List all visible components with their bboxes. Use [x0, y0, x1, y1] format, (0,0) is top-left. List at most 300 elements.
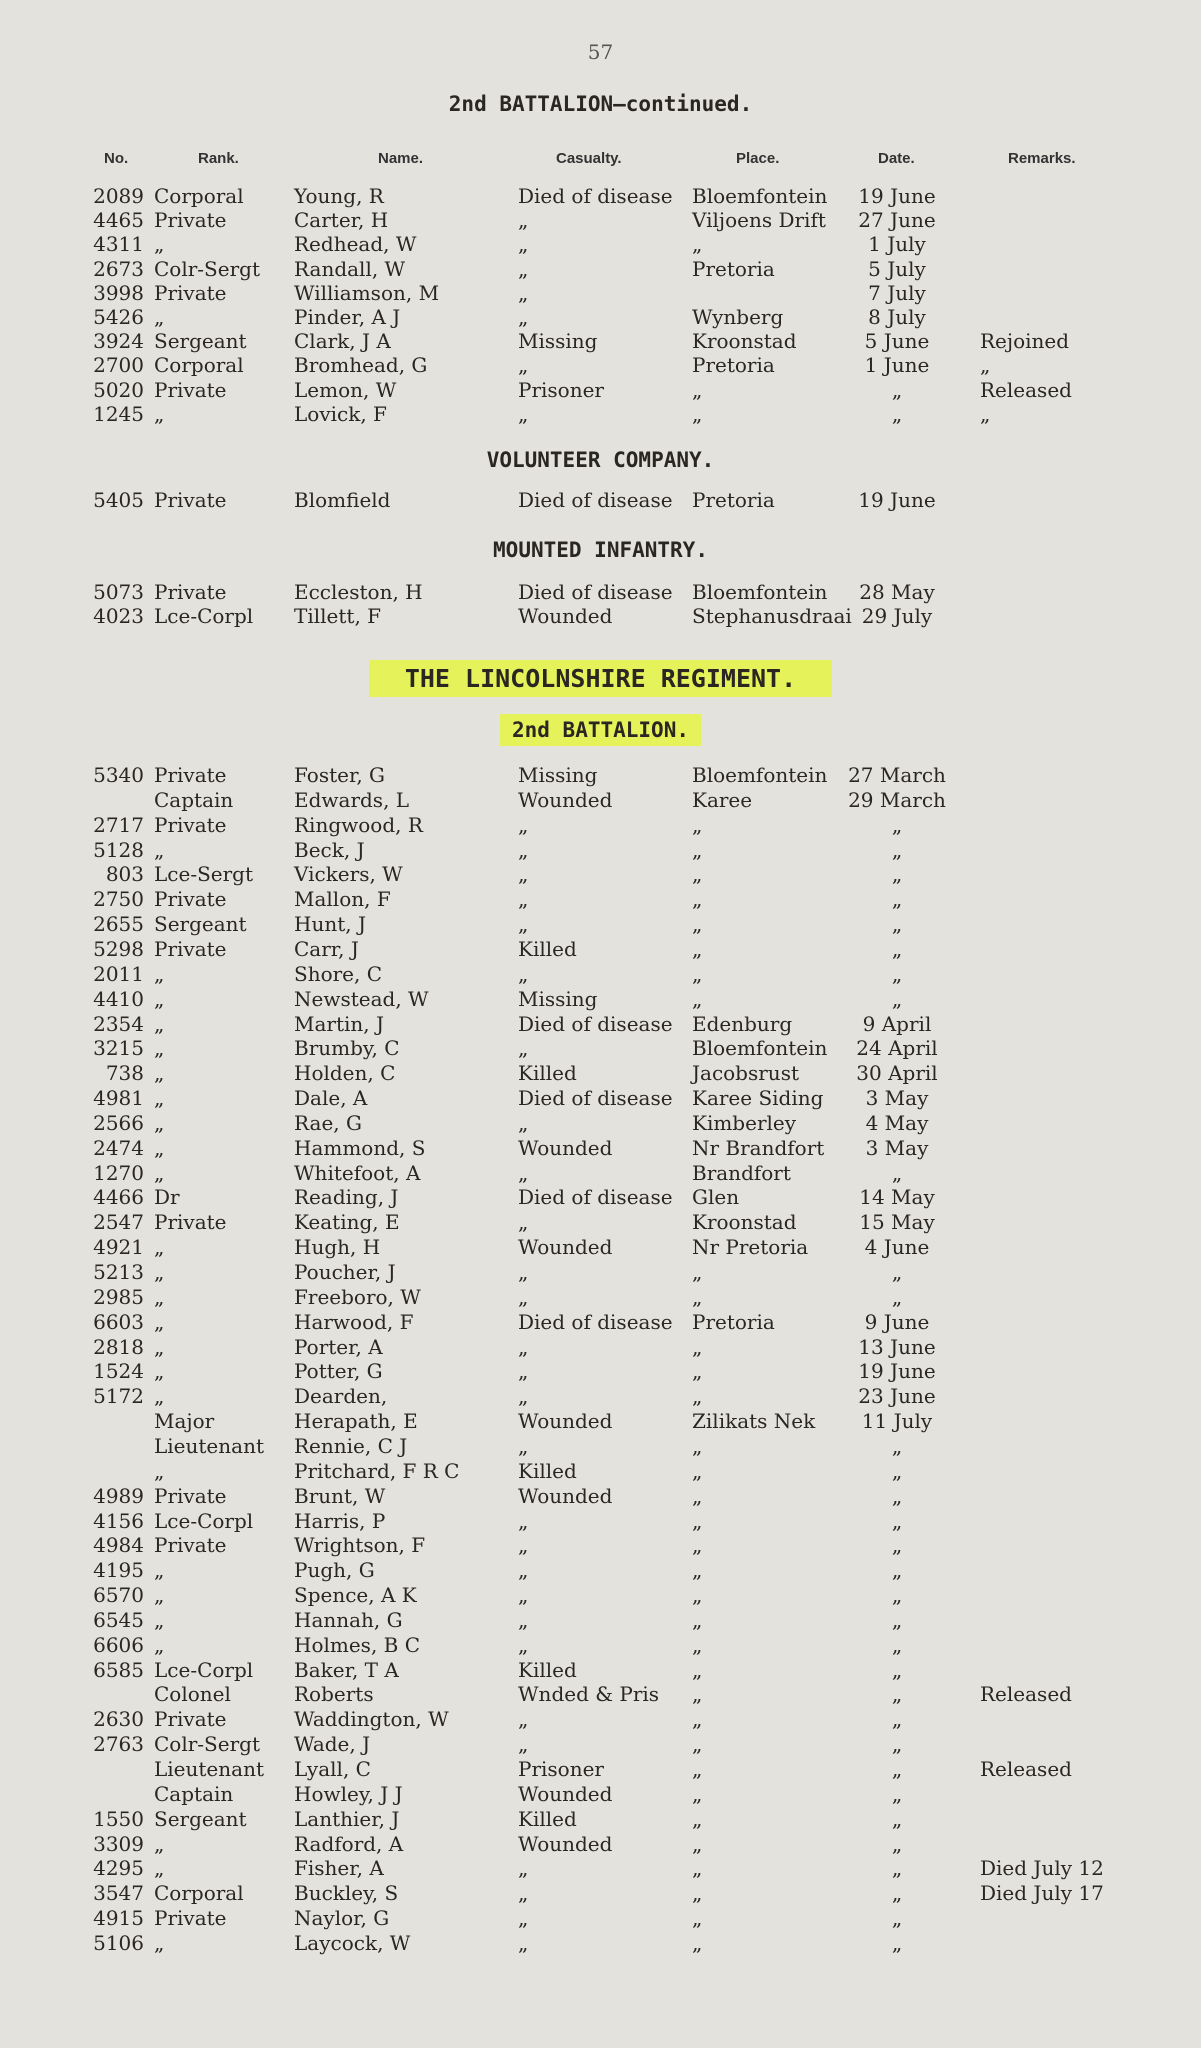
- date-cell: 28 May: [859, 580, 935, 604]
- rank-cell: „: [154, 401, 165, 426]
- casualty-cell: „: [518, 1036, 529, 1061]
- date-cell: „: [891, 1657, 903, 1682]
- rank-cell: Captain: [154, 1781, 234, 1806]
- service-number-cell: 2547: [93, 1210, 144, 1235]
- date-cell: „: [891, 1906, 903, 1931]
- service-number-cell: 5172: [93, 1384, 144, 1409]
- volunteer-company-heading: VOLUNTEER COMPANY.: [486, 448, 715, 472]
- name-cell: Harwood, F: [294, 1309, 414, 1334]
- place-cell: „: [692, 862, 703, 887]
- rank-cell: Private: [154, 1210, 227, 1235]
- service-number-cell: 4466: [93, 1185, 144, 1210]
- casualty-cell: „: [518, 1533, 529, 1558]
- service-number-cell: 3998: [93, 280, 144, 305]
- rank-cell: „: [154, 1558, 165, 1583]
- date-cell: „: [891, 912, 903, 937]
- date-cell: „: [891, 1632, 903, 1657]
- place-cell: Edenburg: [692, 1011, 793, 1036]
- remarks-cell: Released: [980, 1682, 1072, 1707]
- service-number-cell: 4295: [93, 1856, 144, 1881]
- rank-cell: Dr: [154, 1185, 180, 1210]
- table-row: [0, 1782, 1201, 1806]
- service-number-cell: 2717: [93, 812, 144, 837]
- date-cell: „: [891, 1533, 903, 1558]
- service-number-cell: 4984: [93, 1533, 144, 1558]
- rank-cell: „: [154, 1260, 165, 1284]
- service-number-cell: 2818: [93, 1334, 144, 1359]
- casualty-cell: „: [518, 1558, 529, 1583]
- service-number-cell: 5128: [93, 837, 144, 862]
- table-row: [0, 813, 1201, 837]
- name-cell: Rennie, C J: [294, 1433, 408, 1458]
- name-cell: Dearden,: [294, 1384, 388, 1409]
- place-cell: Zilikats Nek: [692, 1409, 816, 1434]
- casualty-cell: „: [518, 208, 529, 233]
- service-number-cell: 6606: [93, 1632, 144, 1657]
- place-cell: Stephanusdraai: [692, 604, 852, 628]
- service-number-cell: 738: [105, 1061, 144, 1086]
- table-row: [0, 1161, 1201, 1185]
- rank-cell: „: [154, 1160, 165, 1185]
- rank-cell: Major: [154, 1409, 215, 1434]
- table-row: [0, 1583, 1201, 1607]
- name-cell: Williamson, M: [294, 280, 440, 305]
- name-cell: Brumby, C: [294, 1036, 400, 1061]
- name-cell: Baker, T A: [294, 1657, 399, 1682]
- date-cell: 29 March: [848, 787, 946, 812]
- table-row: [0, 580, 1201, 604]
- date-cell: „: [891, 812, 903, 837]
- casualty-cell: „: [518, 1433, 529, 1458]
- table-row: [0, 1136, 1201, 1160]
- casualty-cell: Wounded: [518, 787, 613, 812]
- table-row: [0, 1285, 1201, 1309]
- rank-cell: Private: [154, 1906, 227, 1931]
- name-cell: Vickers, W: [294, 862, 403, 887]
- column-header-casualty: Casualty.: [556, 150, 622, 167]
- rank-cell: „: [154, 232, 165, 257]
- place-cell: „: [692, 912, 703, 937]
- rank-cell: Private: [154, 763, 227, 787]
- table-row: [0, 281, 1201, 305]
- service-number-cell: 4410: [93, 986, 144, 1011]
- rank-cell: „: [154, 837, 165, 862]
- date-cell: 7 July: [868, 280, 926, 305]
- casualty-cell: Killed: [518, 1061, 577, 1086]
- place-cell: „: [692, 1533, 703, 1558]
- name-cell: Holden, C: [294, 1061, 396, 1086]
- casualty-cell: Killed: [518, 936, 577, 961]
- service-number-cell: 1550: [93, 1806, 144, 1831]
- table-row: [0, 1484, 1201, 1508]
- casualty-cell: Wounded: [518, 1235, 613, 1260]
- table-row: [0, 862, 1201, 886]
- place-cell: „: [692, 1359, 703, 1384]
- date-cell: „: [891, 1781, 903, 1806]
- casualty-cell: Wounded: [518, 1409, 613, 1434]
- date-cell: „: [891, 1558, 903, 1583]
- regiment-heading: THE LINCOLNSHIRE REGIMENT.: [369, 660, 832, 697]
- table-row: [0, 887, 1201, 911]
- table-row: [0, 488, 1201, 512]
- battalion-heading-wrap: [0, 718, 1201, 742]
- rank-cell: Private: [154, 1533, 227, 1558]
- table-row: [0, 1459, 1201, 1483]
- date-cell: „: [891, 1260, 903, 1284]
- column-header-place: Place.: [736, 150, 780, 167]
- date-cell: 24 April: [856, 1036, 938, 1061]
- place-cell: „: [692, 1483, 703, 1508]
- table-row: [0, 1210, 1201, 1234]
- casualty-cell: Died of disease: [518, 1011, 673, 1036]
- date-cell: „: [891, 1881, 903, 1906]
- place-cell: „: [692, 1458, 703, 1483]
- place-cell: „: [692, 1930, 703, 1955]
- casualty-cell: „: [518, 1210, 529, 1235]
- rank-cell: Private: [154, 1483, 227, 1508]
- date-cell: „: [891, 1757, 903, 1781]
- table-row: [0, 912, 1201, 936]
- rank-cell: Private: [154, 580, 227, 604]
- name-cell: Laycock, W: [294, 1930, 411, 1955]
- casualty-cell: Died of disease: [518, 1185, 673, 1210]
- casualty-cell: Prisoner: [518, 1757, 604, 1781]
- service-number-cell: 3924: [93, 329, 144, 354]
- casualty-cell: „: [518, 1732, 529, 1757]
- date-cell: 19 June: [858, 1359, 936, 1384]
- casualty-cell: „: [518, 1632, 529, 1657]
- casualty-cell: „: [518, 353, 529, 378]
- battalion-heading: 2nd BATTALION.: [500, 714, 701, 746]
- date-cell: „: [891, 1856, 903, 1881]
- rank-cell: „: [154, 1110, 165, 1135]
- name-cell: Holmes, B C: [294, 1632, 421, 1657]
- casualty-cell: „: [518, 1707, 529, 1732]
- place-cell: Kroonstad: [692, 1210, 797, 1235]
- casualty-cell: Wnded & Pris: [518, 1682, 660, 1707]
- place-cell: „: [692, 1856, 703, 1881]
- place-cell: „: [692, 377, 703, 402]
- service-number-cell: 2011: [93, 961, 144, 986]
- place-cell: Wynberg: [692, 305, 784, 329]
- rank-cell: „: [154, 986, 165, 1011]
- rank-cell: „: [154, 1086, 165, 1111]
- table-row: [0, 838, 1201, 862]
- rank-cell: Corporal: [154, 1881, 244, 1906]
- place-cell: „: [692, 1831, 703, 1856]
- name-cell: Hugh, H: [294, 1235, 381, 1260]
- name-cell: Harris, P: [294, 1508, 386, 1533]
- date-cell: „: [891, 862, 903, 887]
- name-cell: Foster, G: [294, 763, 386, 787]
- date-cell: „: [891, 986, 903, 1011]
- casualty-cell: „: [518, 887, 529, 912]
- name-cell: Roberts: [294, 1682, 374, 1707]
- place-cell: „: [692, 1732, 703, 1757]
- service-number-cell: 1524: [93, 1359, 144, 1384]
- date-cell: „: [891, 377, 903, 402]
- date-cell: „: [891, 1583, 903, 1608]
- place-cell: „: [692, 1632, 703, 1657]
- casualty-cell: „: [518, 1881, 529, 1906]
- service-number-cell: 1245: [93, 401, 144, 426]
- service-number-cell: 4311: [93, 232, 144, 257]
- date-cell: 3 May: [865, 1086, 929, 1111]
- service-number-cell: 2089: [93, 184, 144, 208]
- place-cell: „: [692, 232, 703, 257]
- date-cell: „: [891, 1160, 903, 1185]
- casualty-cell: Killed: [518, 1806, 577, 1831]
- service-number-cell: 2700: [93, 353, 144, 378]
- table-row: [0, 1633, 1201, 1657]
- name-cell: Pinder, A J: [294, 305, 401, 329]
- name-cell: Wade, J: [294, 1732, 371, 1757]
- service-number-cell: 4915: [93, 1906, 144, 1931]
- rank-cell: Sergeant: [154, 912, 247, 937]
- name-cell: Freeboro, W: [294, 1284, 421, 1309]
- date-cell: „: [891, 1930, 903, 1955]
- casualty-cell: „: [518, 1160, 529, 1185]
- name-cell: Shore, C: [294, 961, 383, 986]
- place-cell: „: [692, 1707, 703, 1732]
- table-row: [0, 329, 1201, 353]
- remarks-cell: „: [980, 401, 991, 426]
- date-cell: 14 May: [859, 1185, 935, 1210]
- rank-cell: „: [154, 1309, 165, 1334]
- rank-cell: „: [154, 961, 165, 986]
- service-number-cell: 6545: [93, 1607, 144, 1632]
- casualty-cell: „: [518, 305, 529, 329]
- casualty-cell: „: [518, 1508, 529, 1533]
- casualty-cell: „: [518, 1284, 529, 1309]
- name-cell: Edwards, L: [294, 787, 410, 812]
- name-cell: Potter, G: [294, 1359, 383, 1384]
- table-row: [0, 184, 1201, 208]
- service-number-cell: 4465: [93, 208, 144, 233]
- service-number-cell: 5298: [93, 936, 144, 961]
- service-number-cell: 2673: [93, 256, 144, 281]
- name-cell: Herapath, E: [294, 1409, 418, 1434]
- date-cell: „: [891, 1433, 903, 1458]
- rank-cell: „: [154, 1856, 165, 1881]
- place-cell: Bloemfontein: [692, 184, 828, 208]
- service-number-cell: 5340: [93, 763, 144, 787]
- place-cell: Pretoria: [692, 488, 775, 512]
- date-cell: 27 June: [858, 208, 936, 233]
- rank-cell: Colr-Sergt: [154, 1732, 260, 1757]
- table-row: [0, 1832, 1201, 1856]
- date-cell: 8 July: [868, 305, 926, 329]
- table-row: [0, 1509, 1201, 1533]
- rank-cell: „: [154, 1458, 165, 1483]
- service-number-cell: 2474: [93, 1135, 144, 1160]
- name-cell: Pugh, G: [294, 1558, 375, 1583]
- service-number-cell: 2566: [93, 1110, 144, 1135]
- name-cell: Lemon, W: [294, 377, 397, 402]
- service-number-cell: 4921: [93, 1235, 144, 1260]
- rank-cell: Lce-Sergt: [154, 862, 254, 887]
- name-cell: Brunt, W: [294, 1483, 386, 1508]
- rank-cell: „: [154, 1384, 165, 1409]
- place-cell: „: [692, 1906, 703, 1931]
- name-cell: Carter, H: [294, 208, 389, 233]
- date-cell: 9 April: [862, 1011, 932, 1036]
- place-cell: Karee: [692, 787, 753, 812]
- date-cell: „: [891, 961, 903, 986]
- date-cell: 30 April: [856, 1061, 938, 1086]
- service-number-cell: 5073: [93, 580, 144, 604]
- service-number-cell: 2763: [93, 1732, 144, 1757]
- place-cell: „: [692, 887, 703, 912]
- column-header-remarks: Remarks.: [1008, 150, 1076, 167]
- casualty-cell: „: [518, 1384, 529, 1409]
- place-cell: Nr Brandfort: [692, 1135, 825, 1160]
- casualty-cell: „: [518, 1260, 529, 1284]
- place-cell: Nr Pretoria: [692, 1235, 809, 1260]
- date-cell: 13 June: [858, 1334, 936, 1359]
- table-row: [0, 1260, 1201, 1284]
- name-cell: Randall, W: [294, 256, 406, 281]
- mounted-infantry-heading: MOUNTED INFANTRY.: [493, 538, 708, 562]
- date-cell: „: [891, 1483, 903, 1508]
- date-cell: 15 May: [859, 1210, 935, 1235]
- name-cell: Pritchard, F R C: [294, 1458, 460, 1483]
- casualty-cell: „: [518, 837, 529, 862]
- rank-cell: Lce-Corpl: [154, 604, 254, 628]
- table-row: [0, 1012, 1201, 1036]
- place-cell: „: [692, 1781, 703, 1806]
- rank-cell: Private: [154, 280, 227, 305]
- remarks-cell: Released: [980, 377, 1072, 402]
- date-cell: 1 June: [864, 353, 930, 378]
- rank-cell: Lce-Corpl: [154, 1508, 254, 1533]
- service-number-cell: 4981: [93, 1086, 144, 1111]
- date-cell: „: [891, 1806, 903, 1831]
- table-row: [0, 987, 1201, 1011]
- name-cell: Wrightson, F: [294, 1533, 426, 1558]
- table-row: [0, 1310, 1201, 1334]
- service-number-cell: 6585: [93, 1657, 144, 1682]
- rank-cell: Private: [154, 887, 227, 912]
- place-cell: „: [692, 837, 703, 862]
- rank-cell: „: [154, 1036, 165, 1061]
- name-cell: Redhead, W: [294, 232, 417, 257]
- rank-cell: „: [154, 1235, 165, 1260]
- table-row: [0, 1682, 1201, 1706]
- casualty-cell: „: [518, 1607, 529, 1632]
- casualty-cell: „: [518, 1110, 529, 1135]
- name-cell: Hannah, G: [294, 1607, 403, 1632]
- place-cell: „: [692, 986, 703, 1011]
- table-row: [0, 1061, 1201, 1085]
- name-cell: Lyall, C: [294, 1757, 371, 1781]
- place-cell: „: [692, 1657, 703, 1682]
- place-cell: Kroonstad: [692, 329, 797, 354]
- casualty-cell: „: [518, 1334, 529, 1359]
- rank-cell: Private: [154, 208, 227, 233]
- date-cell: 29 July: [861, 604, 933, 628]
- casualty-cell: Killed: [518, 1458, 577, 1483]
- name-cell: Tillett, F: [294, 604, 382, 628]
- date-cell: 5 June: [864, 329, 930, 354]
- place-cell: „: [692, 961, 703, 986]
- date-cell: 5 July: [868, 256, 926, 281]
- service-number-cell: 5405: [93, 488, 144, 512]
- table-row: [0, 1086, 1201, 1110]
- casualty-cell: Missing: [518, 329, 598, 354]
- rank-cell: Lieutenant: [154, 1757, 264, 1781]
- table-row: [0, 1434, 1201, 1458]
- rank-cell: Captain: [154, 787, 234, 812]
- service-number-cell: 4156: [93, 1508, 144, 1533]
- place-cell: „: [692, 1806, 703, 1831]
- date-cell: 19 June: [858, 184, 936, 208]
- place-cell: „: [692, 401, 703, 426]
- service-number-cell: 1270: [93, 1160, 144, 1185]
- casualty-cell: „: [518, 1906, 529, 1931]
- casualty-cell: „: [518, 232, 529, 257]
- section-heading: 2nd BATTALION—continued.: [448, 92, 753, 116]
- rank-cell: Corporal: [154, 184, 244, 208]
- place-cell: Karee Siding: [692, 1086, 824, 1111]
- table-row: [0, 1658, 1201, 1682]
- table-row: [0, 1856, 1201, 1880]
- rank-cell: Lce-Corpl: [154, 1657, 254, 1682]
- service-number-cell: 3547: [93, 1881, 144, 1906]
- place-cell: „: [692, 1607, 703, 1632]
- rank-cell: „: [154, 1359, 165, 1384]
- service-number-cell: 2750: [93, 887, 144, 912]
- table-row: [0, 1359, 1201, 1383]
- casualty-cell: „: [518, 401, 529, 426]
- service-number-cell: 5213: [93, 1260, 144, 1284]
- date-cell: „: [891, 1682, 903, 1707]
- table-row: [0, 1335, 1201, 1359]
- remarks-cell: „: [980, 353, 991, 378]
- date-cell: „: [891, 1732, 903, 1757]
- casualty-cell: Wounded: [518, 1483, 613, 1508]
- service-number-cell: 3215: [93, 1036, 144, 1061]
- name-cell: Hammond, S: [294, 1135, 426, 1160]
- name-cell: Spence, A K: [294, 1583, 417, 1608]
- casualty-cell: „: [518, 812, 529, 837]
- service-number-cell: 2985: [93, 1284, 144, 1309]
- remarks-cell: Released: [980, 1757, 1072, 1781]
- table-row: [0, 378, 1201, 402]
- rank-cell: Private: [154, 812, 227, 837]
- table-row: [0, 305, 1201, 329]
- casualty-cell: Wounded: [518, 1831, 613, 1856]
- rank-cell: Private: [154, 377, 227, 402]
- rank-cell: „: [154, 1135, 165, 1160]
- table-row: [0, 1881, 1201, 1905]
- date-cell: „: [891, 1508, 903, 1533]
- rank-cell: „: [154, 1284, 165, 1309]
- date-cell: 11 July: [861, 1409, 933, 1434]
- table-row: [0, 1409, 1201, 1433]
- service-number-cell: 4195: [93, 1558, 144, 1583]
- rank-cell: Private: [154, 488, 227, 512]
- date-cell: 23 June: [858, 1384, 936, 1409]
- place-cell: Bloemfontein: [692, 1036, 828, 1061]
- place-cell: Viljoens Drift: [692, 208, 826, 233]
- date-cell: „: [891, 1831, 903, 1856]
- name-cell: Naylor, G: [294, 1906, 390, 1931]
- date-cell: „: [891, 837, 903, 862]
- place-cell: Jacobsrust: [692, 1061, 799, 1086]
- table-row: [0, 1807, 1201, 1831]
- date-cell: „: [891, 1707, 903, 1732]
